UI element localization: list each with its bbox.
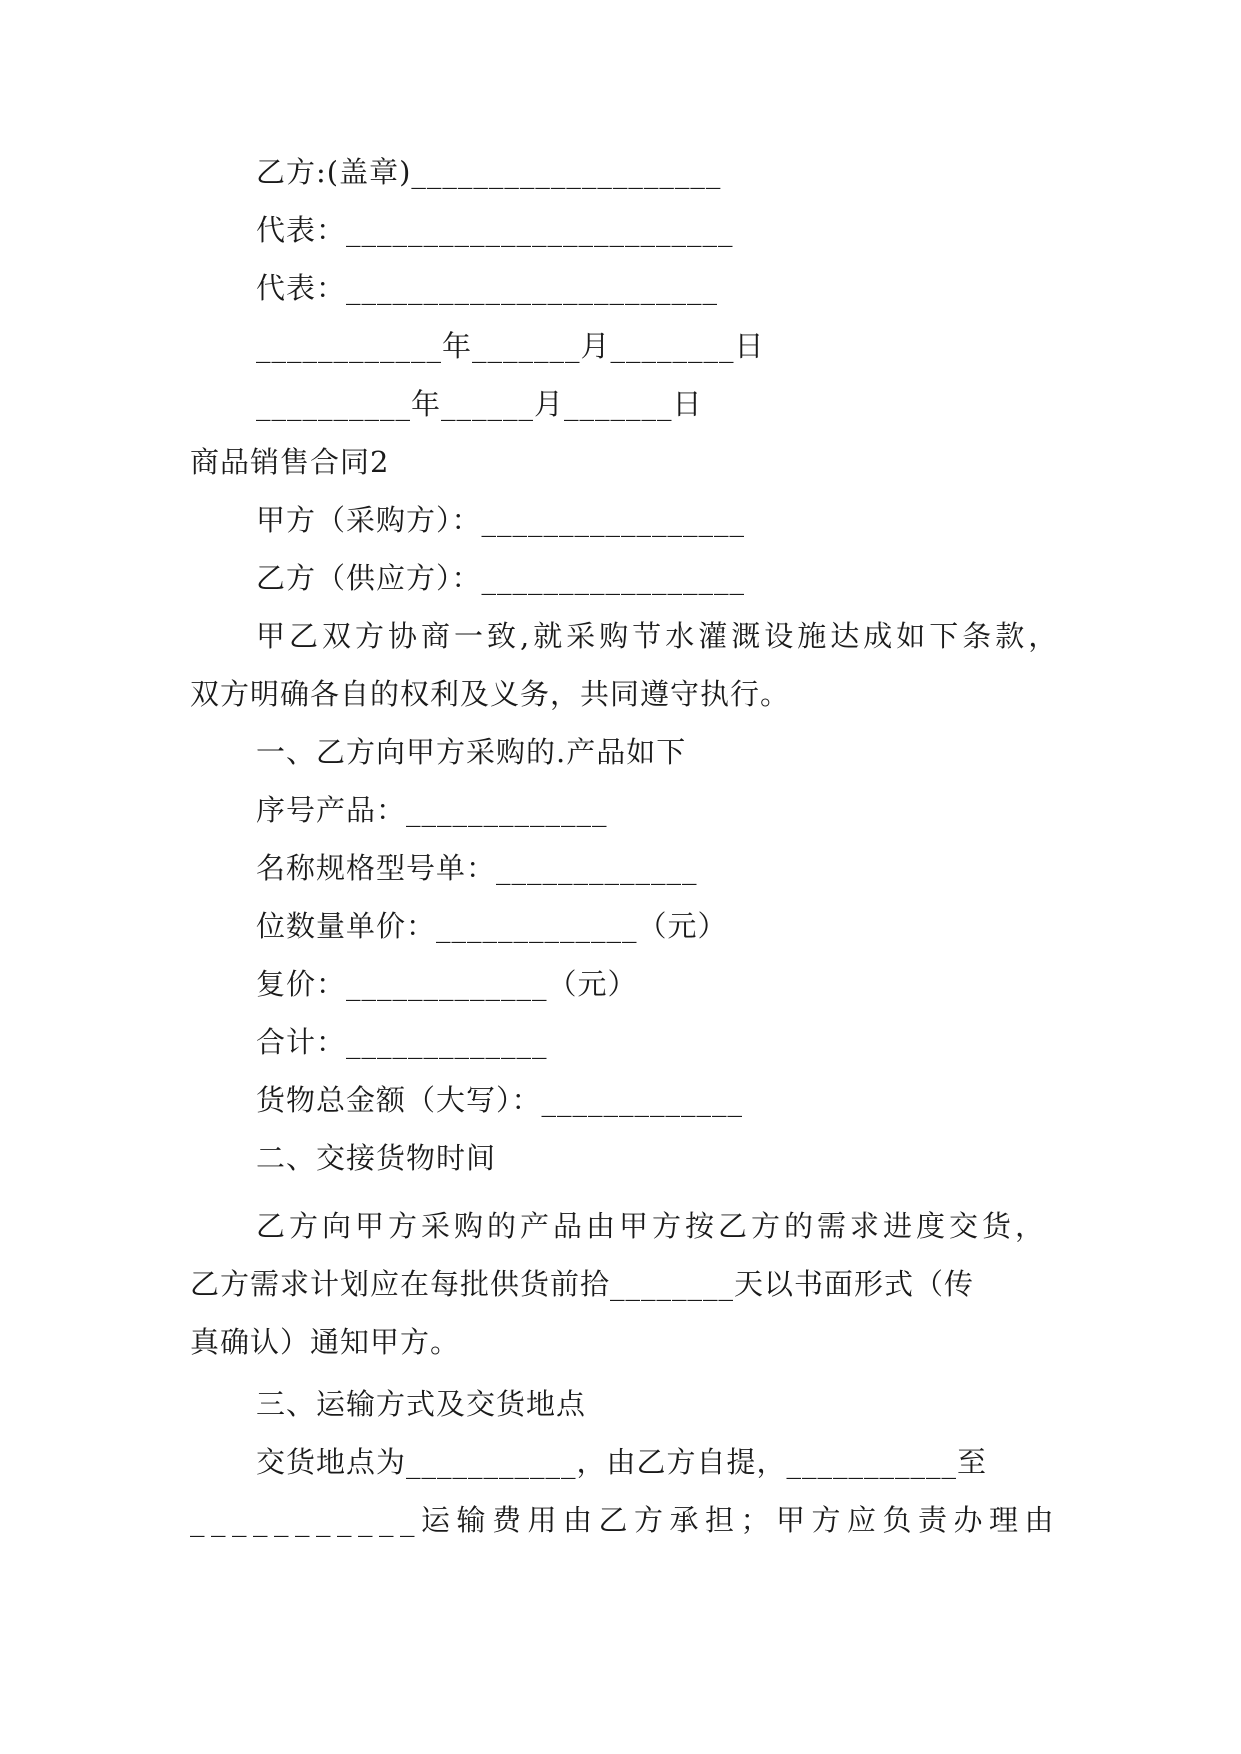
form-field-line: 序号产品：_____________ [256,793,608,827]
form-field-line: 位数量单价：_____________（元） [256,909,728,943]
form-field-line: 复价：_____________（元） [256,967,638,1001]
representative-line: 代表：_________________________ [256,213,734,247]
paragraph-line: 真确认）通知甲方。 [190,1325,461,1359]
clause-heading: 二、交接货物时间 [256,1141,497,1175]
party-a-line: 甲方（采购方）：_________________ [256,503,746,537]
representative-line: 代表：________________________ [256,271,719,305]
form-field-line: 货物总金额（大写）：_____________ [256,1083,744,1117]
section-title: 商品销售合同2 [190,445,390,479]
clause-heading: 一、乙方向甲方采购的.产品如下 [256,735,687,769]
paragraph-line: ___________运输费用由乙方承担；甲方应负责办理由 [190,1503,1061,1537]
form-field-line: 合计：_____________ [256,1025,548,1059]
party-b-line: 乙方（供应方）：_________________ [256,561,746,595]
paragraph-line: 交货地点为___________，由乙方自提，___________至 [256,1445,988,1479]
date-line: ____________年_______月________日 [256,329,765,363]
form-field-line: 名称规格型号单：_____________ [256,851,698,885]
paragraph-line: 双方明确各自的权利及义务，共同遵守执行。 [190,677,791,711]
date-line: __________年______月_______日 [256,387,703,421]
paragraph-line: 甲乙双方协商一致,就采购节水灌溉设施达成如下条款， [256,619,1062,653]
clause-heading: 三、运输方式及交货地点 [256,1387,587,1421]
paragraph-line: 乙方向甲方采购的产品由甲方按乙方的需求进度交货， [256,1209,1049,1243]
paragraph-line: 乙方需求计划应在每批供货前拾________天以书面形式（传 [190,1267,975,1301]
signature-party-b: 乙方:(盖章)____________________ [256,155,722,189]
